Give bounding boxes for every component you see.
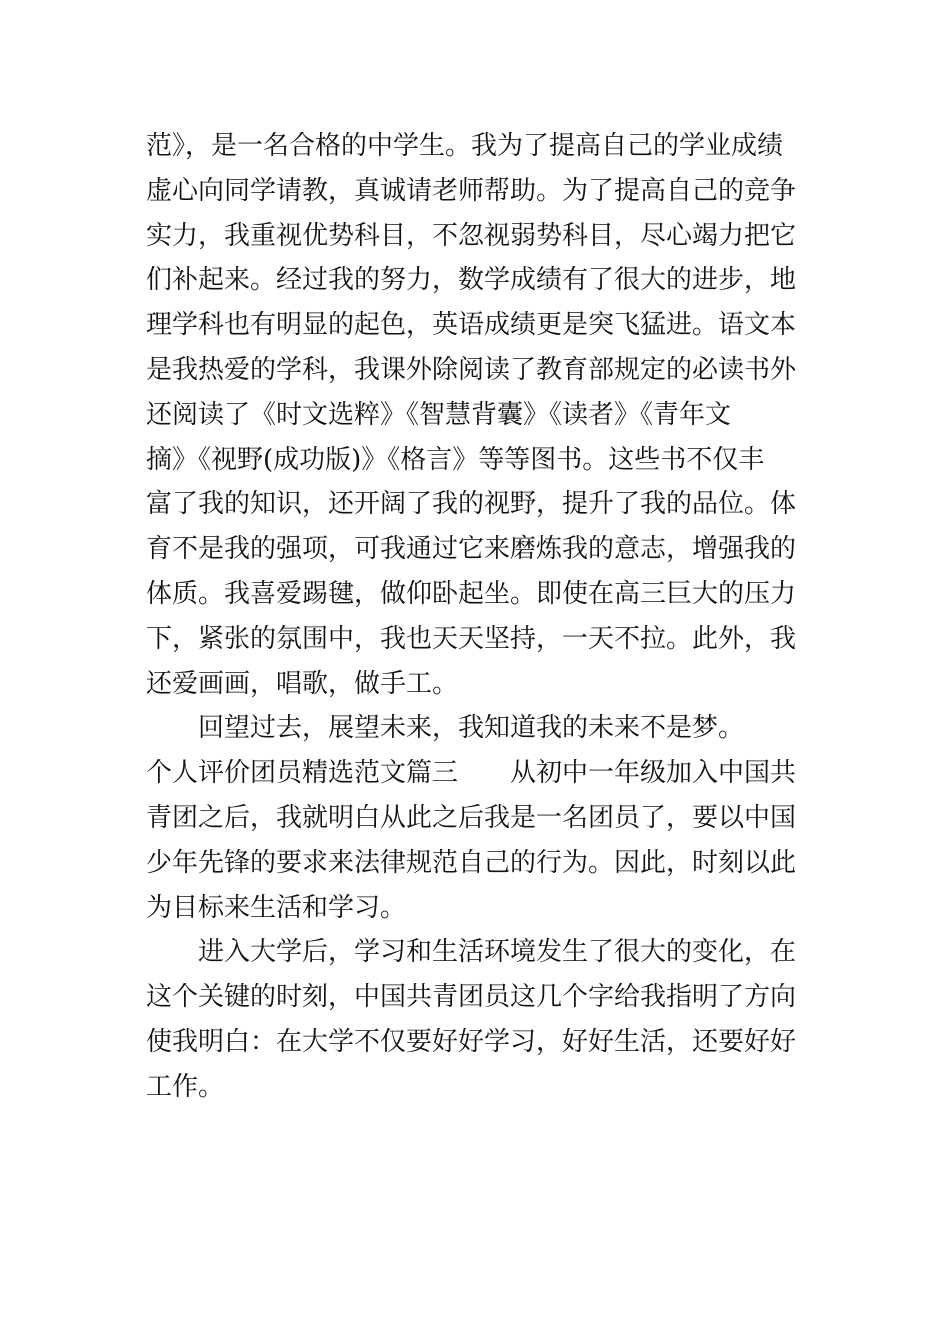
text-line: 还爱画画，唱歌，做手工。 bbox=[146, 668, 459, 699]
text-line: 下，紧张的氛围中，我也天天坚持，一天不拉。此外，我 bbox=[146, 623, 797, 654]
text-line: 进入大学后，学习和生活环境发生了很大的变化，在 bbox=[198, 937, 797, 968]
text-line: 回望过去，展望未来，我知道我的未来不是梦。 bbox=[198, 713, 745, 744]
text-line: 虚心向同学请教，真诚请老师帮助。为了提高自己的竞争 bbox=[146, 175, 797, 206]
text-line: 还阅读了《时文选粹》《智慧背囊》《读者》《青年文 bbox=[146, 399, 732, 430]
text-line: 富了我的知识，还开阔了我的视野，提升了我的品位。体 bbox=[146, 489, 797, 520]
text-line: 范》，是一名合格的中学生。我为了提高自己的学业成绩 bbox=[146, 131, 784, 161]
paragraph-2 bbox=[146, 706, 806, 751]
text-line: 这个关键的时刻，中国共青团员这几个字给我指明了方向 bbox=[146, 982, 797, 1013]
section-heading: 个人评价团员精选范文篇三 bbox=[146, 758, 459, 789]
text-line: 为目标来生活和学习。 bbox=[146, 892, 407, 923]
section-first-line: 从初中一年级加入中国共 bbox=[510, 758, 797, 789]
text-line: 体质。我喜爱踢毽，做仰卧起坐。即使在高三巨大的压力 bbox=[146, 578, 797, 609]
text-line: 育不是我的强项，可我通过它来磨炼我的意志，增强我的 bbox=[146, 534, 797, 565]
paragraph-1 bbox=[146, 124, 806, 706]
text-line: 青团之后，我就明白从此之后我是一名团员了，要以中国 bbox=[146, 802, 797, 833]
text-line: 摘》《视野(成功版)》《格言》等等图书。这些书不仅丰 bbox=[146, 444, 765, 475]
text-line: 工作。 bbox=[146, 1071, 225, 1102]
text-line: 少年先锋的要求来法律规范自己的行为。因此，时刻以此 bbox=[146, 847, 797, 878]
section-heading-line bbox=[146, 751, 806, 796]
text-line: 们补起来。经过我的努力，数学成绩有了很大的进步，地 bbox=[146, 265, 797, 296]
text-line: 理学科也有明显的起色，英语成绩更是突飞猛进。语文本 bbox=[146, 310, 797, 341]
text-line: 使我明白：在大学不仅要好好学习，好好生活，还要好好 bbox=[146, 1026, 797, 1057]
text-line: 实力，我重视优势科目，不忽视弱势科目，尽心竭力把它 bbox=[146, 220, 797, 251]
section-block bbox=[146, 751, 806, 930]
document-page bbox=[146, 124, 806, 1110]
text-line: 是我热爱的学科，我课外除阅读了教育部规定的必读书外 bbox=[146, 354, 797, 385]
closing-paragraph bbox=[146, 930, 806, 1109]
